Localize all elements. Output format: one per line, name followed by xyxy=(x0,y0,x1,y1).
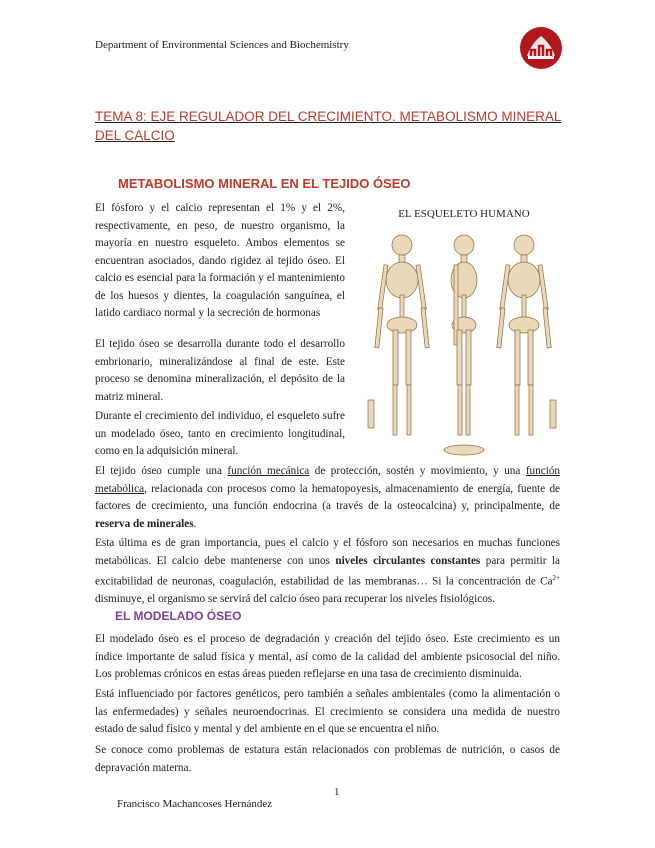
document-title: TEMA 8: EJE REGULADOR DEL CRECIMIENTO. METABOLISMO MINERAL DEL CALCIO xyxy=(95,109,562,143)
paragraph-functions: El tejido óseo cumple una función mecánica de protección, sostén y movimiento, y una función metabólica, relacionada con procesos como la hematopoyesis, almacenamiento de energía, fuente de factores de crecimiento, una función endocrina (a través de la osteocalcina) y, principalmente, de reserva de minerales. xyxy=(95,465,561,530)
figure-title: EL ESQUELETO HUMANO xyxy=(398,208,530,220)
section-heading-modelado: EL MODELADO ÓSEO xyxy=(115,609,242,623)
skeleton-figure xyxy=(362,200,567,460)
paragraph: Está influenciado por factores genéticos, pero también a señales ambientales (como la alimentación o las enfermedades) y señales neuroendocrinas. El crecimiento se considera una medida de nuestro estado de salud físico y mental y del ambiente en el que se encuentra el niño. xyxy=(95,688,560,735)
paragraph: El fósforo y el calcio representan el 1% y el 2%, respectivamente, en peso, de nuestro organismo, la mayoría en nuestro esqueleto. Ambos elementos se encuentran asociados, dando rigidez al tejido óseo. El calcio es esencial para la formación y el mantenimiento de los huesos y dientes, la coagulación sanguínea, el latido cardiaco normal y la secreción de hormonas xyxy=(95,202,345,319)
section-heading-metabolismo: METABOLISMO MINERAL EN EL TEJIDO ÓSEO xyxy=(118,176,411,191)
paragraph: Durante el crecimiento del individuo, el esqueleto sufre un modelado óseo, tanto en crecimiento longitudinal, como en la adquisición mineral. xyxy=(95,410,345,457)
paragraph: Se conoce como problemas de estatura están relacionados con problemas de nutrición, o casos de depravación materna. xyxy=(95,744,560,774)
paragraph: El tejido óseo se desarrolla durante todo el desarrollo embrionario, mineralizándose al final de este. Este proceso se denomina mineralización, el depósito de la matriz mineral. xyxy=(95,338,345,403)
link-funcion-metabolica: función metabólica xyxy=(95,465,561,495)
paragraph: El modelado óseo es el proceso de degradación y creación del tejido óseo. Este crecimiento es un índice importante de salud física y mental, así como de la calidad del ambiente psicosocial del niño. Los problemas crónicos en estas áreas pueden reflejarse en una tasa de crecimiento disminuida. xyxy=(95,633,560,680)
footer-author: Francisco Machancoses Hernández xyxy=(117,798,273,810)
university-crest-icon xyxy=(519,26,563,70)
header-department: Department of Environmental Sciences and Biochemistry xyxy=(95,39,349,51)
paragraph-calcium: Esta última es de gran importancia, pues el calcio y el fósforo son necesarios en muchas funciones metabólicas. El calcio debe mantenerse con unos niveles circulantes constantes para permitir la excitabilidad de neuronas, coagulación, estabilidad de las membranas… Si la concentración de $Ca^{2+}$ disminuye, el organismo se servirá del calcio óseo para recuperar los niveles fisiológicos. xyxy=(95,537,560,606)
link-funcion-mecanica: función mecánica xyxy=(227,465,310,477)
page-number: 1 xyxy=(334,786,340,798)
